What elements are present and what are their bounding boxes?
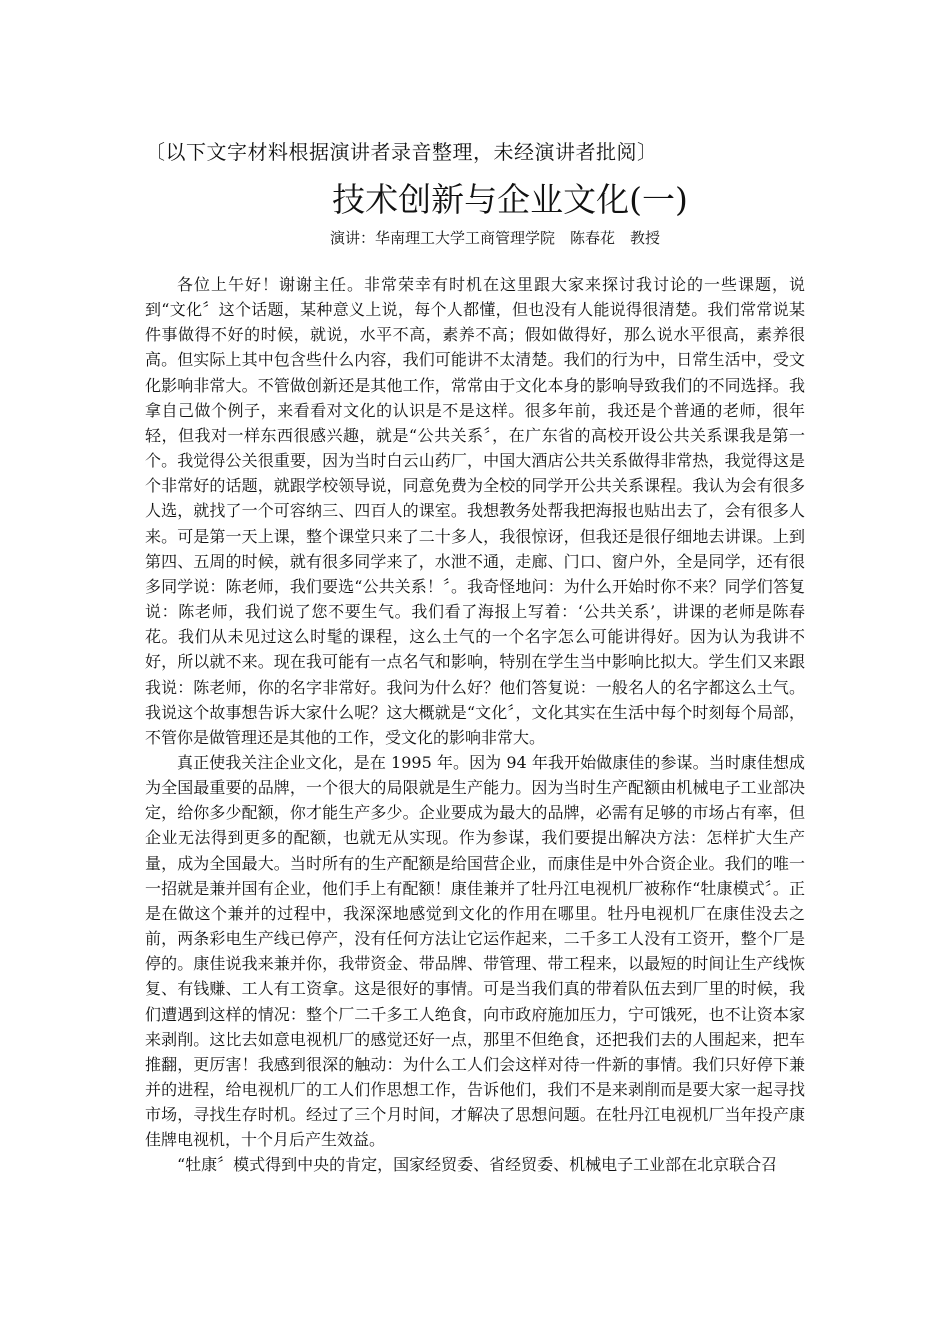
paragraph: 真正使我关注企业文化，是在 1995 年。因为 94 年我开始做康佳的参谋。当时康佳想成为全国最重要的品牌，一个很大的局限就是生产能力。因为当时生产配额由机械电子工业部决定，给你多少配额，你才能生产多少。企业要成为最大的品牌，必需有足够的市场占有率，但企业无法得到更多的配额，也就无从实现。作为参谋，我们要提出解决方法：怎样扩大生产量，成为全国最大。当时所有的生产配额是给国营企业，而康佳是中外合资企业。我们的唯一一招就是兼并国有企业，他们手上有配额！康佳兼并了牡丹江电视机厂被称作“牡康模式〞。正是在做这个兼并的过程中，我深深地感觉到文化的作用在哪里。牡丹电视机厂在康佳没去之前，两条彩电生产线已停产，没有任何方法让它运作起来，二千多工人没有工资开，整个厂是停的。康佳说我来兼并你，我带资金、带品牌、带管理、带工程来，以最短的时间让生产线恢复、有钱赚、工人有工资拿。这是很好的事情。可是当我们真的带着队伍去到厂里的时候，我们遭遇到这样的情况：整个厂二千多工人绝食，向市政府施加压力，宁可饿死，也不让资本家来剥削。这比去如意电视机厂的感觉还好一点，那里不但绝食，还把我们去的人围起来，把车推翻，更厉害！我感到很深的触动：为什么工人们会这样对待一件新的事情。我们只好停下兼并的进程，给电视机厂的工人们作思想工作，告诉他们，我们不是来剥削而是要大家一起寻找市场，寻找生存时机。经过了三个月时间，才解决了思想问题。在牡丹江电视机厂当年投产康佳牌电视机，十个月后产生效益。 [145, 752, 805, 1150]
speaker-line: 演讲：华南理工大学工商管理学院 陈春花 教授 [329, 229, 660, 247]
transcript-note: 〔以下文字材料根据演讲者录音整理，未经演讲者批阅〕 [145, 140, 658, 164]
paragraph: “牡康〞模式得到中央的肯定，国家经贸委、省经贸委、机械电子工业部在北京联合召 [177, 1155, 778, 1175]
page-title: 技术创新与企业文化(一) [332, 180, 688, 219]
body-text [145, 272, 805, 1178]
paragraph: 各位上午好！谢谢主任。非常荣幸有时机在这里跟大家来探讨我讨论的一些课题，说到“文化〞这个话题，某种意义上说，每个人都懂，但也没有人能说得很清楚。我们常常说某件事做得不好的时候，就说，水平不高，素养不高；假如做得好，那么说水平很高，素养很高。但实际上其中包含些什么内容，我们可能讲不太清楚。我们的行为中，日常生活中，受文化影响非常大。不管做创新还是其他工作，常常由于文化本身的影响导致我们的不同选择。我拿自己做个例子，来看看对文化的认识是不是这样。很多年前，我还是个普通的老师，很年轻，但我对一样东西很感兴趣，就是“公共关系〞，在广东省的高校开设公共关系课我是第一个。我觉得公关很重要，因为当时白云山药厂，中国大酒店公共关系做得非常热，我觉得这是个非常好的话题，就跟学校领导说，同意免费为全校的同学开公共关系课程。我认为会有很多人选，就找了一个可容纳三、四百人的课室。我想教务处帮我把海报也贴出去了，会有很多人来。可是第一天上课，整个课堂只来了二十多人，我很惊讶，但我还是很仔细地去讲课。上到第四、五周的时候，就有很多同学来了，水泄不通，走廊、门口、窗户外，全是同学，还有很多同学说：陈老师，我们要选“公共关系！〞。我奇怪地问：为什么开始时你不来？同学们答复说：陈老师，我们说了您不要生气。我们看了海报上写着：‘公共关系’，讲课的老师是陈春花。我们从未见过这么时髦的课程，这么土气的一个名字怎么可能讲得好。因为认为我讲不好，所以就不来。现在我可能有一点名气和影响，特别在学生当中影响比拟大。学生们又来跟我说：陈老师，你的名字非常好。我问为什么好？他们答复说：一般名人的名字都这么土气。我说这个故事想告诉大家什么呢？这大概就是“文化〞，文化其实在生活中每个时刻每个局部，不管你是做管理还是其他的工作，受文化的影响非常大。 [145, 275, 805, 747]
